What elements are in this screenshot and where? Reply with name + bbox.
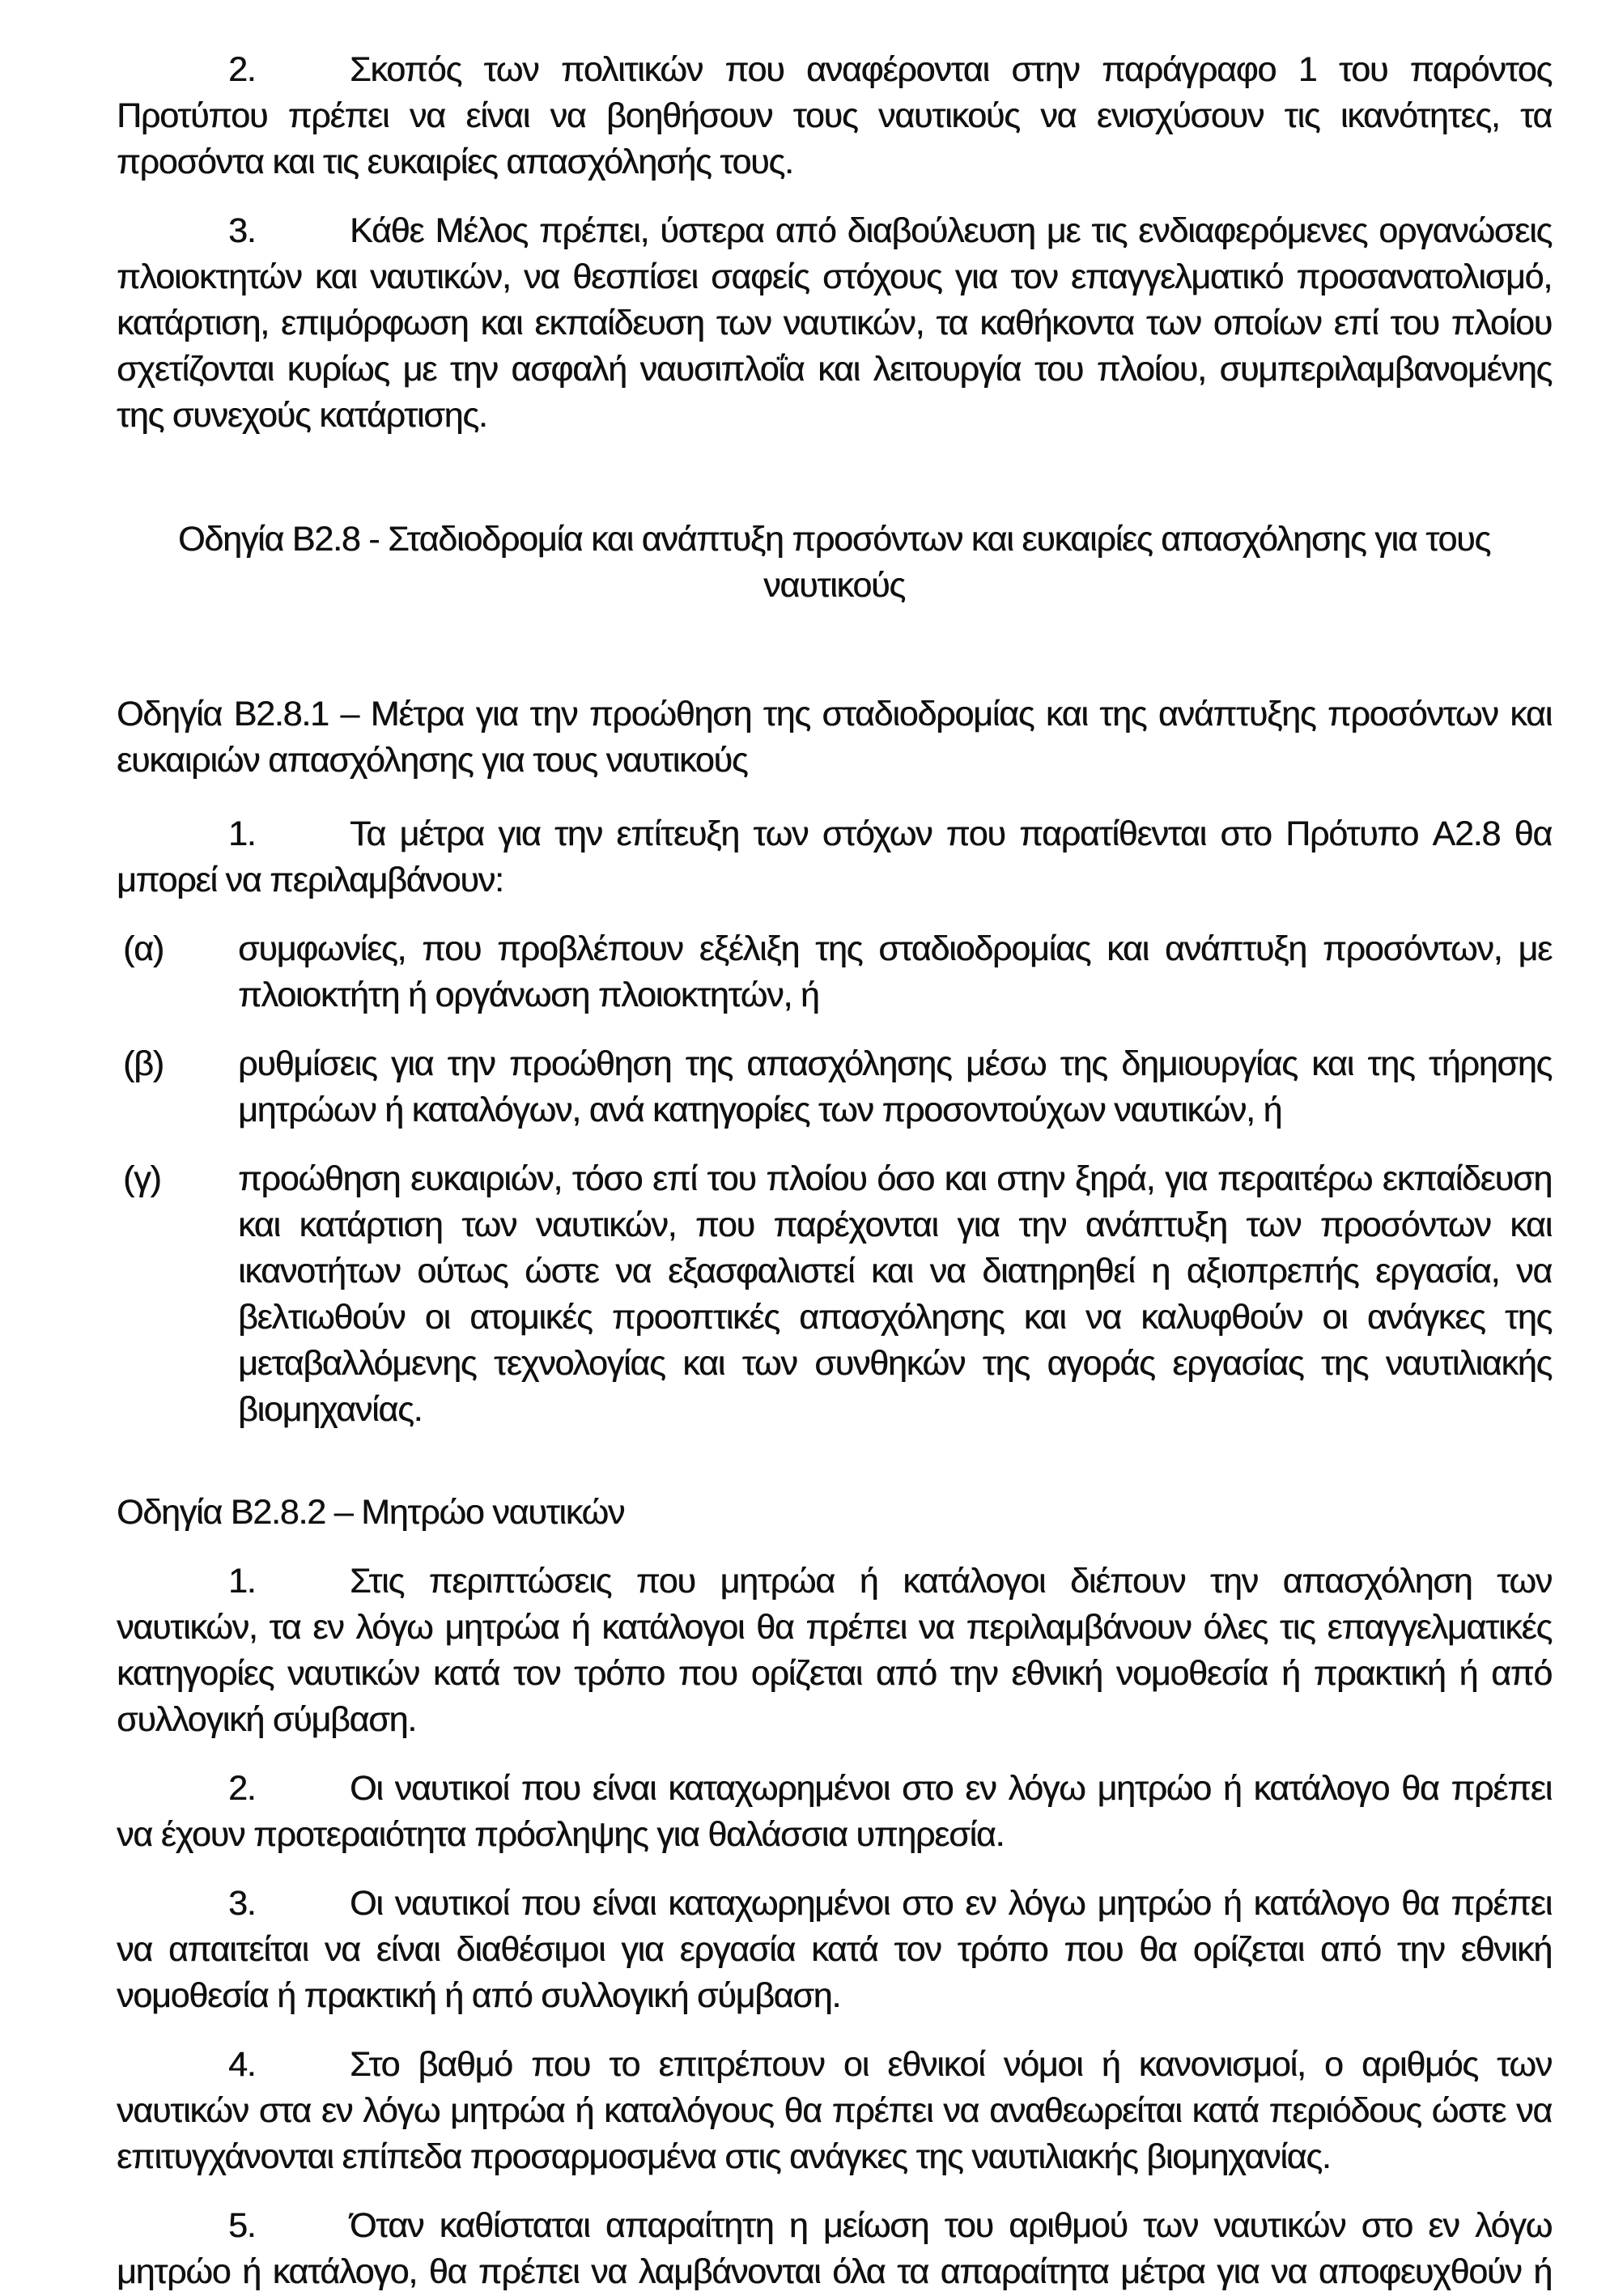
register-paragraph-3: [117, 1881, 1552, 2019]
list-item-alpha: [117, 926, 1552, 1018]
paragraph-text: Οι ναυτικοί που είναι καταχωρημένοι στο εν λόγω μητρώο ή κατάλογο θα πρέπει να έχουν προτεραιότητα πρόσληψης για θαλάσσια υπηρεσία.: [117, 1769, 1552, 1854]
paragraph-text: Στο βαθμό που το επιτρέπουν οι εθνικοί νόμοι ή κανονισμοί, ο αριθμός των ναυτικών στα εν λόγω μητρώα ή καταλόγους θα πρέπει να αναθεωρείται κατά περιόδους ώστε να επιτυγχάνονται επίπεδα προσαρμοσμένα στις ανάγκες της ναυτιλιακής βιομηχανίας.: [117, 2045, 1552, 2176]
paragraph-number: 5.: [228, 2206, 256, 2245]
guideline-b2-8-1-intro-paragraph: [117, 811, 1552, 904]
guideline-b2-8-1-list: [117, 926, 1552, 1433]
register-paragraph-4: [117, 2042, 1552, 2180]
paragraph-text: Σκοπός των πολιτικών που αναφέρονται στην παράγραφο 1 του παρόντος Προτύπου πρέπει να είναι να βοηθήσουν τους ναυτικούς να ενισχύσουν τις ικανότητες, τα προσόντα και τις ευκαιρίες απασχόλησής τους.: [117, 50, 1552, 181]
guideline-b2-8-2-section: [117, 1490, 1552, 2295]
paragraph-number: 3.: [228, 211, 256, 250]
paragraph-number: 3.: [228, 1884, 256, 1923]
list-item-label: (β): [123, 1044, 164, 1083]
paragraph-text: Κάθε Μέλος πρέπει, ύστερα από διαβούλευση με τις ενδιαφερόμενες οργανώσεις πλοιοκτητών και ναυτικών, να θεσπίσει σαφείς στόχους για τον επαγγελματικό προσανατολισμό, κατάρτιση, επιμόρφωση και εκπαίδευση των ναυτικών, τα καθήκοντα των οποίων επί του πλοίου σχετίζονται κυρίως με την ασφαλή ναυσιπλοΐα και λειτουργία του πλοίου, συμπεριλαμβανομένης της συνεχούς κατάρτισης.: [117, 211, 1552, 435]
guideline-b2-8-2-heading: Οδηγία B2.8.2 – Μητρώο ναυτικών: [117, 1493, 625, 1532]
list-item-label: (α): [123, 929, 164, 968]
list-item-text: προώθηση ευκαιριών, τόσο επί του πλοίου όσο και στην ξηρά, για περαιτέρω εκπαίδευση και κατάρτιση των ναυτικών, που παρέχονται για την ανάπτυξη των προσόντων και ικανοτήτων ούτως ώστε να εξασφαλιστεί και να διατηρηθεί η αξιοπρεπής εργασία, να βελτιωθούν οι ατομικές προοπτικές απασχόλησης και να καλυφθούν οι ανάγκες της μεταβαλλόμενης τεχνολογίας και των συνθηκών της αγοράς εργασίας της ναυτιλιακής βιομηχανίας.: [238, 1159, 1552, 1429]
register-paragraph-5: [117, 2203, 1552, 2295]
standard-paragraphs-section: [117, 47, 1552, 439]
paragraph-text: Οι ναυτικοί που είναι καταχωρημένοι στο εν λόγω μητρώο ή κατάλογο θα πρέπει να απαιτείται να είναι διαθέσιμοι για εργασία κατά τον τρόπο που θα ορίζεται από την εθνική νομοθεσία ή πρακτική ή από συλλογική σύμβαση.: [117, 1884, 1552, 2015]
paragraph-text: Τα μέτρα για την επίτευξη των στόχων που παρατίθενται στο Πρότυπο A2.8 θα μπορεί να περιλαμβάνουν:: [117, 814, 1552, 899]
list-item-text: ρυθμίσεις για την προώθηση της απασχόλησης μέσω της δημιουργίας και της τήρησης μητρώων ή καταλόγων, ανά κατηγορίες των προσοντούχων ναυτικών, ή: [238, 1044, 1552, 1129]
register-paragraph-2: [117, 1766, 1552, 1858]
list-item-beta: [117, 1041, 1552, 1133]
paragraph-number: 1.: [228, 814, 256, 853]
paragraph-number: 2.: [228, 50, 256, 89]
paragraph-text: Στις περιπτώσεις που μητρώα ή κατάλογοι διέπουν την απασχόληση των ναυτικών, τα εν λόγω μητρώα ή κατάλογοι θα πρέπει να περιλαμβάνουν όλες τις επαγγελματικές κατηγορίες ναυτικών κατά τον τρόπο που ορίζεται από την εθνική νομοθεσία ή πρακτική ή από συλλογική σύμβαση.: [117, 1562, 1552, 1739]
standard-paragraph-3: [117, 208, 1552, 439]
register-paragraph-1: [117, 1558, 1552, 1743]
paragraph-number: 2.: [228, 1769, 256, 1808]
standard-paragraph-2: [117, 47, 1552, 185]
list-item-gamma: [117, 1156, 1552, 1433]
guideline-b2-8-1-heading: Οδηγία B2.8.1 – Μέτρα για την προώθηση της σταδιοδρομίας και της ανάπτυξης προσόντων και ευκαιριών απασχόλησης για τους ναυτικούς: [117, 695, 1552, 780]
list-item-label: (γ): [123, 1159, 161, 1198]
guideline-b2-8-heading: Οδηγία B2.8 - Σταδιοδρομία και ανάπτυξη προσόντων και ευκαιρίες απασχόλησης για τους ναυτικούς: [178, 520, 1490, 605]
paragraph-text: Όταν καθίσταται απαραίτητη η μείωση του αριθμού των ναυτικών στο εν λόγω μητρώο ή κατάλογο, θα πρέπει να λαμβάνονται όλα τα απαραίτητα μέτρα για να αποφευχθούν ή: [117, 2206, 1552, 2291]
paragraph-number: 4.: [228, 2045, 256, 2084]
paragraph-number: 1.: [228, 1562, 256, 1601]
guideline-b2-8-1-section: [117, 691, 1552, 1433]
list-item-text: συμφωνίες, που προβλέπουν εξέλιξη της σταδιοδρομίας και ανάπτυξη προσόντων, με πλοιοκτήτη ή οργάνωση πλοιοκτητών, ή: [238, 929, 1552, 1014]
